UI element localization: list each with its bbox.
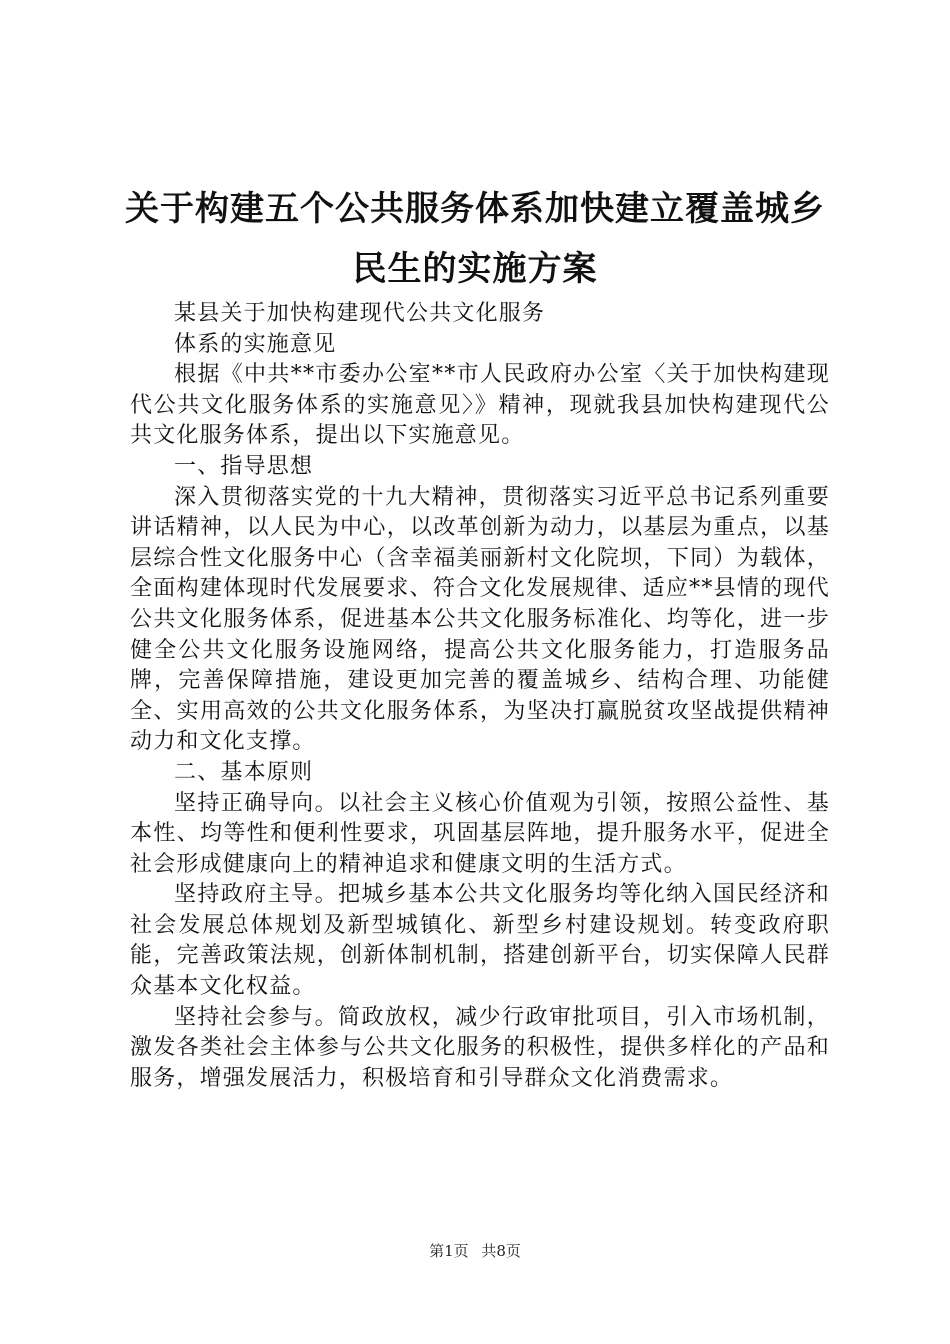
paragraph-intro: 根据《中共**市委办公室**市人民政府办公室〈关于加快构建现代公共文化服务体系的实施意见〉》精神，现就我县加快构建现代公共文化服务体系，提出以下实施意见。 (130, 362, 830, 449)
paragraph-principle-1: 坚持正确导向。以社会主义核心价值观为引领，按照公益性、基本性、均等性和便利性要求，巩固基层阵地，提升服务水平，促进全社会形成健康向上的精神追求和健康文明的生活方式。 (130, 790, 830, 877)
paragraph-guiding-thought: 深入贯彻落实党的十九大精神，贯彻落实习近平总书记系列重要讲话精神，以人民为中心，以改革创新为动力，以基层为重点，以基层综合性文化服务中心（含幸福美丽新村文化院坝，下同）为载体，全面构建体现时代发展要求、符合文化发展规律、适应**县情的现代公共文化服务体系，促进基本公共文化服务标准化、均等化，进一步健全公共文化服务设施网络，提高公共文化服务能力，打造服务品牌，完善保障措施，建设更加完善的覆盖城乡、结构合理、功能健全、实用高效的公共文化服务体系，为坚决打赢脱贫攻坚战提供精神动力和文化支撑。 (130, 484, 830, 755)
document-title-line-1: 关于构建五个公共服务体系加快建立覆盖城乡 (125, 189, 825, 229)
paragraph-principle-3: 坚持社会参与。简政放权，减少行政审批项目，引入市场机制，激发各类社会主体参与公共文化服务的积极性，提供多样化的产品和服务，增强发展活力，积极培育和引导群众文化消费需求。 (130, 1004, 830, 1091)
subtitle-line-2: 体系的实施意见 (174, 331, 337, 357)
page-number: 第1页 (429, 1242, 469, 1260)
page-total: 共8页 (481, 1242, 521, 1260)
document-body (130, 299, 830, 1094)
paragraph-principle-2: 坚持政府主导。把城乡基本公共文化服务均等化纳入国民经济和社会发展总体规划及新型城镇化、新型乡村建设规划。转变政府职能，完善政策法规，创新体制机制，搭建创新平台，切实保障人民群众基本文化权益。 (130, 882, 830, 1000)
section-heading-2: 二、基本原则 (174, 759, 314, 785)
section-heading-1: 一、指导思想 (174, 453, 314, 479)
document-title-line-2: 民生的实施方案 (352, 249, 598, 289)
subtitle-line-1: 某县关于加快构建现代公共文化服务 (174, 301, 546, 326)
page-footer (0, 1241, 950, 1261)
